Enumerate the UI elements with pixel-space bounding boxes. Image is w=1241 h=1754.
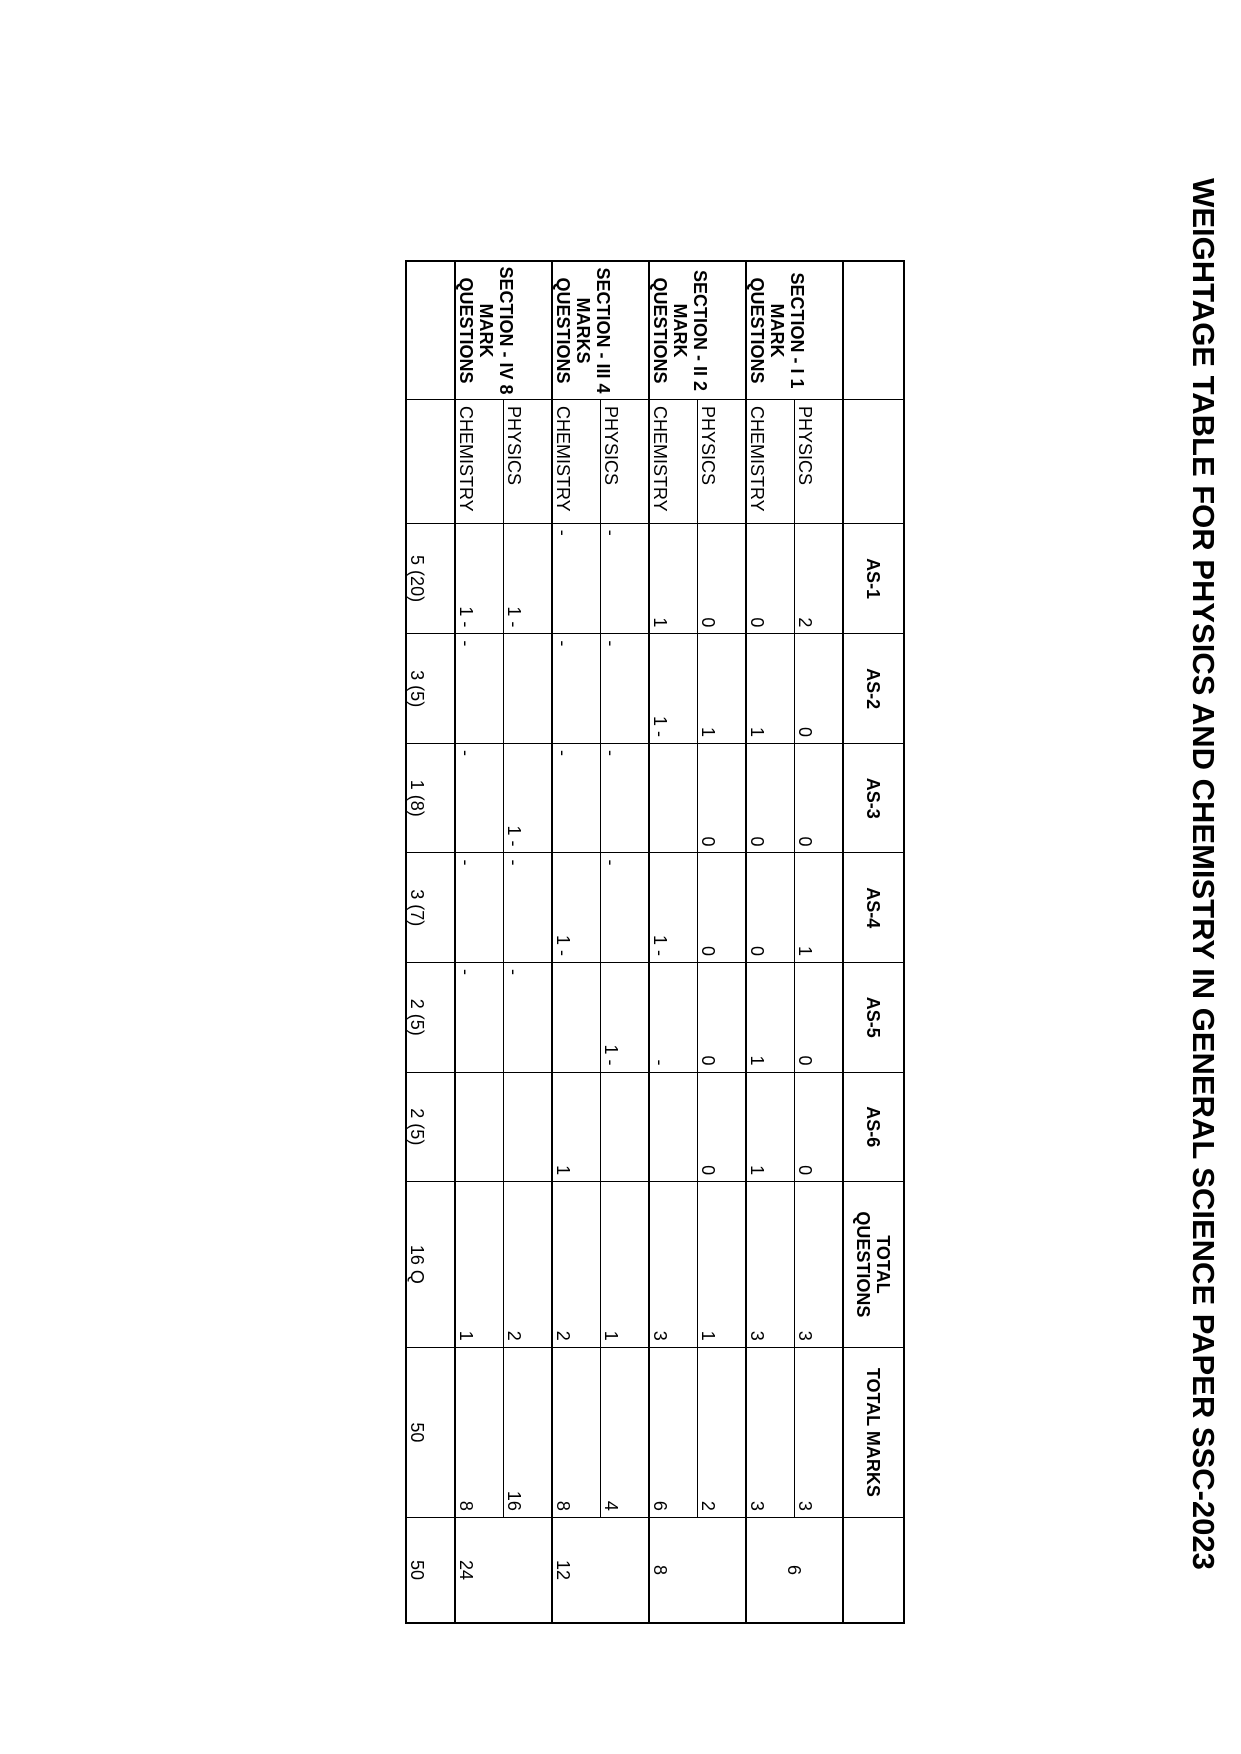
subject-cell: PHYSICS <box>795 399 844 523</box>
cell-marks: 16 <box>504 1347 553 1517</box>
cell-as2: - <box>601 634 650 744</box>
cell-as3: - <box>552 743 601 853</box>
cell-as3: 0 <box>746 743 795 853</box>
cell-as3: 0 <box>795 743 844 853</box>
weightage-table <box>405 260 905 1624</box>
header-as5: AS-5 <box>843 963 904 1073</box>
total-as4: 3 (7) <box>406 853 455 963</box>
table-row <box>601 261 650 1623</box>
cell-as1: 0 <box>746 523 795 634</box>
header-total-questions: TOTAL QUESTIONS <box>843 1182 904 1348</box>
total-as6: 2 (5) <box>406 1072 455 1182</box>
cell-as4: - <box>504 853 553 963</box>
totals-blank-subject <box>406 399 455 523</box>
totals-row <box>406 261 455 1623</box>
cell-as4: - <box>601 853 650 963</box>
table-row <box>552 261 601 1623</box>
cell-as1: 1 - <box>455 523 504 634</box>
cell-as5: - <box>504 963 553 1073</box>
cell-as3: 1 - <box>504 743 553 853</box>
cell-as2: 1 <box>698 634 747 744</box>
table-row <box>504 261 553 1623</box>
section-total: 6 <box>746 1517 843 1623</box>
cell-as6 <box>504 1072 553 1182</box>
cell-as5: - <box>649 963 698 1073</box>
subject-cell: CHEMISTRY <box>746 399 795 523</box>
cell-as5: 0 <box>698 963 747 1073</box>
cell-as2: 1 - <box>649 634 698 744</box>
cell-questions: 1 <box>698 1182 747 1348</box>
cell-as4: 1 <box>795 853 844 963</box>
cell-as4: 1 - <box>552 853 601 963</box>
header-as4: AS-4 <box>843 853 904 963</box>
cell-as2: - <box>455 634 504 744</box>
cell-marks: 8 <box>552 1347 601 1517</box>
subject-cell: CHEMISTRY <box>455 399 504 523</box>
header-section-total <box>843 1517 904 1623</box>
table-row <box>649 261 698 1623</box>
total-as3: 1 (8) <box>406 743 455 853</box>
total-questions: 16 Q <box>406 1182 455 1348</box>
cell-as3: 0 <box>698 743 747 853</box>
cell-as2 <box>504 634 553 744</box>
cell-as1: - <box>552 523 601 634</box>
cell-as4: 0 <box>698 853 747 963</box>
cell-questions: 1 <box>455 1182 504 1348</box>
cell-as1: 2 <box>795 523 844 634</box>
page-title: WEIGHTAGE TABLE FOR PHYSICS AND CHEMISTRY IN GENERAL SCIENCE PAPER SSC-2023 <box>1186 178 1221 1570</box>
cell-as3 <box>649 743 698 853</box>
cell-as6: 0 <box>795 1072 844 1182</box>
header-row <box>843 261 904 1623</box>
section-label: SECTION - III 4 MARKS QUESTIONS <box>552 261 649 399</box>
cell-marks: 6 <box>649 1347 698 1517</box>
table-row <box>795 261 844 1623</box>
subject-cell: PHYSICS <box>601 399 650 523</box>
header-as6: AS-6 <box>843 1072 904 1182</box>
cell-as6: 1 <box>552 1072 601 1182</box>
rotated-page <box>208 124 1228 1624</box>
cell-questions: 1 <box>601 1182 650 1348</box>
grand-total: 50 <box>406 1517 455 1623</box>
cell-marks: 2 <box>698 1347 747 1517</box>
cell-as6 <box>601 1072 650 1182</box>
cell-as5: 1 <box>746 963 795 1073</box>
cell-as6: 1 <box>746 1072 795 1182</box>
header-as1: AS-1 <box>843 523 904 634</box>
table-row <box>698 261 747 1623</box>
cell-marks: 4 <box>601 1347 650 1517</box>
section-label: SECTION - IV 8 MARK QUESTIONS <box>455 261 552 399</box>
cell-questions: 3 <box>649 1182 698 1348</box>
cell-as1: 0 <box>698 523 747 634</box>
section-total: 24 <box>455 1517 552 1623</box>
header-blank <box>843 261 904 399</box>
cell-as3: - <box>601 743 650 853</box>
cell-as6: 0 <box>698 1072 747 1182</box>
cell-as5: 0 <box>795 963 844 1073</box>
cell-as5: 1 - <box>601 963 650 1073</box>
cell-marks: 3 <box>795 1347 844 1517</box>
cell-questions: 2 <box>504 1182 553 1348</box>
cell-as4: 1 - <box>649 853 698 963</box>
section-total: 12 <box>552 1517 649 1623</box>
header-as2: AS-2 <box>843 634 904 744</box>
cell-as4: - <box>455 853 504 963</box>
cell-as6 <box>455 1072 504 1182</box>
cell-questions: 2 <box>552 1182 601 1348</box>
subject-cell: PHYSICS <box>504 399 553 523</box>
cell-as1: 1 - <box>504 523 553 634</box>
cell-as5 <box>552 963 601 1073</box>
cell-as4: 0 <box>746 853 795 963</box>
cell-as2: 0 <box>795 634 844 744</box>
cell-as2: 1 <box>746 634 795 744</box>
subject-cell: CHEMISTRY <box>649 399 698 523</box>
cell-questions: 3 <box>746 1182 795 1348</box>
section-total: 8 <box>649 1517 746 1623</box>
cell-questions: 3 <box>795 1182 844 1348</box>
table-row <box>455 261 504 1623</box>
cell-as1: - <box>601 523 650 634</box>
total-as2: 3 (5) <box>406 634 455 744</box>
cell-marks: 8 <box>455 1347 504 1517</box>
cell-as2: - <box>552 634 601 744</box>
section-label: SECTION - I 1 MARK QUESTIONS <box>746 261 843 399</box>
header-total-marks: TOTAL MARKS <box>843 1347 904 1517</box>
total-as1: 5 (20) <box>406 523 455 634</box>
cell-as3: - <box>455 743 504 853</box>
section-label: SECTION - II 2 MARK QUESTIONS <box>649 261 746 399</box>
cell-as6 <box>649 1072 698 1182</box>
total-as5: 2 (5) <box>406 963 455 1073</box>
cell-marks: 3 <box>746 1347 795 1517</box>
subject-cell: PHYSICS <box>698 399 747 523</box>
header-as3: AS-3 <box>843 743 904 853</box>
subject-cell: CHEMISTRY <box>552 399 601 523</box>
header-blank-subject <box>843 399 904 523</box>
table-row <box>746 261 795 1623</box>
cell-as1: 1 <box>649 523 698 634</box>
totals-blank <box>406 261 455 399</box>
total-marks: 50 <box>406 1347 455 1517</box>
cell-as5: - <box>455 963 504 1073</box>
